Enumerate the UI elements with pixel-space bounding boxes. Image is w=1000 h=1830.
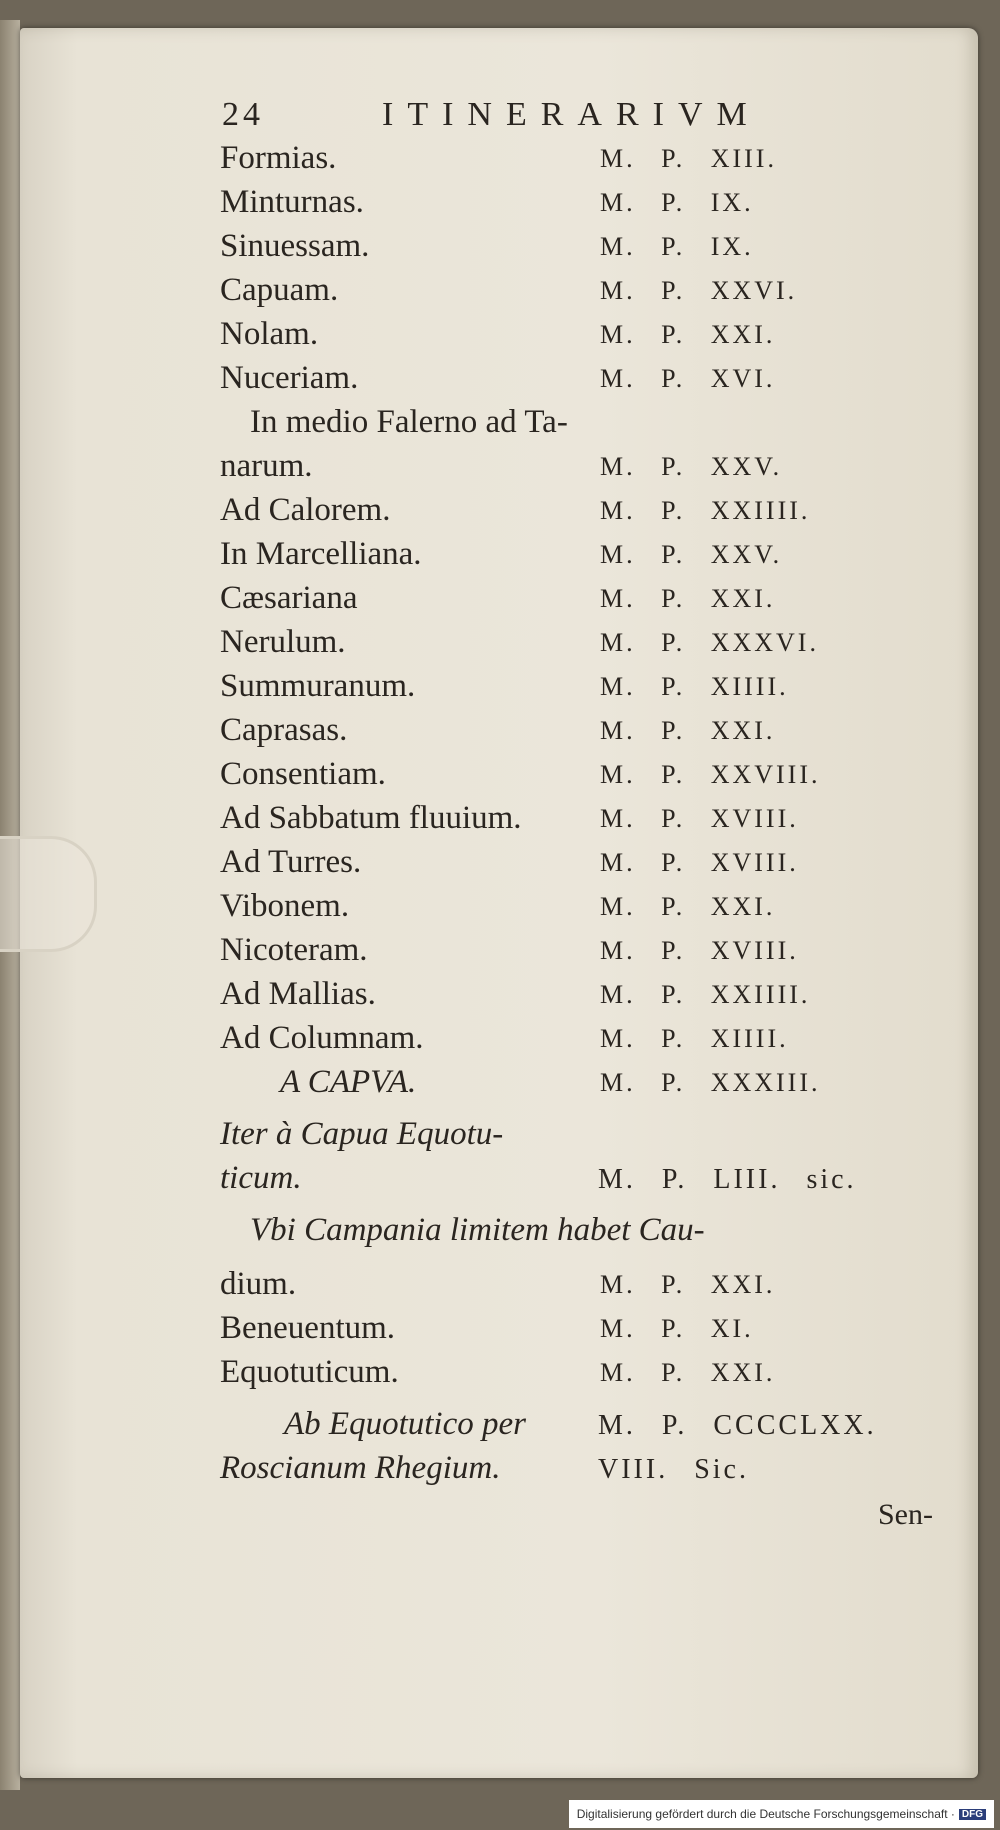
catchword: Sen- (878, 1498, 933, 1531)
distance: M. P. XXXVI. (600, 628, 819, 657)
list-item (0, 360, 1000, 404)
list-item (0, 1212, 1000, 1256)
distance: M. P. XXVI. (600, 276, 798, 305)
route-heading: ticum. (220, 1160, 302, 1196)
running-title: ITINERARIVM (382, 96, 761, 133)
list-item (0, 536, 1000, 580)
list-item (0, 1116, 1000, 1160)
route-heading: Ab Equotutico per (284, 1406, 526, 1442)
place-name: Summuranum. (220, 668, 416, 704)
distance: M. P. XXXIII. (600, 1068, 821, 1097)
section-heading: A CAPVA. (280, 1064, 417, 1100)
list-item (0, 140, 1000, 184)
distance: M. P. XVIII. (600, 848, 799, 877)
list-item (0, 272, 1000, 316)
list-item (0, 668, 1000, 712)
place-name: Ad Turres. (220, 844, 362, 880)
page-header (222, 96, 862, 140)
list-item (0, 404, 1000, 448)
digitization-credit (569, 1800, 994, 1828)
list-item (0, 448, 1000, 492)
distance: M. P. XIIII. (600, 672, 789, 701)
place-name: Ad Sabbatum fluuium. (220, 800, 522, 836)
distance: VIII. Sic. (598, 1454, 749, 1485)
list-item (0, 228, 1000, 272)
list-item (0, 1406, 1000, 1450)
distance: M. P. XIIII. (600, 1024, 789, 1053)
place-name: Nerulum. (220, 624, 346, 660)
list-item (0, 800, 1000, 844)
place-name: Cæsariana (220, 580, 358, 616)
distance: M. P. XXIIII. (600, 980, 811, 1009)
distance: M. P. XVI. (600, 364, 776, 393)
distance: M. P. LIII. sic. (598, 1164, 857, 1195)
place-name: Sinuessam. (220, 228, 370, 264)
place-name: Nuceriam. (220, 360, 359, 396)
list-item (0, 844, 1000, 888)
distance: M. P. XVIII. (600, 936, 799, 965)
list-item (0, 1020, 1000, 1064)
place-name: Beneuentum. (220, 1310, 396, 1346)
distance: M. P. XXI. (600, 892, 776, 921)
page-number: 24 (222, 96, 264, 133)
distance: M. P. XI. (600, 1314, 754, 1343)
distance: M. P. XXIIII. (600, 496, 811, 525)
credit-text: Digitalisierung gefördert durch die Deutsche Forschungsgemeinschaft · (576, 1807, 955, 1821)
place-name: Caprasas. (220, 712, 348, 748)
list-item (0, 1310, 1000, 1354)
distance: M. P. XXV. (600, 540, 783, 569)
list-item (0, 624, 1000, 668)
list-item (0, 1064, 1000, 1108)
route-note: Vbi Campania limitem habet Cau- (250, 1212, 705, 1248)
distance: M. P. XXI. (600, 716, 776, 745)
distance: M. P. XXVIII. (600, 760, 821, 789)
route-heading: Iter à Capua Equotu- (220, 1116, 504, 1152)
place-name: Nolam. (220, 316, 319, 352)
place-name: Consentiam. (220, 756, 386, 792)
distance: M. P. XXI. (600, 584, 776, 613)
distance: M. P. XXI. (600, 1270, 776, 1299)
distance: M. P. IX. (600, 188, 754, 217)
list-item (0, 888, 1000, 932)
list-item (0, 1450, 1000, 1494)
list-item (0, 184, 1000, 228)
list-item (0, 1160, 1000, 1204)
list-item (0, 1354, 1000, 1398)
distance: M. P. XVIII. (600, 804, 799, 833)
place-name: In medio Falerno ad Ta- (250, 404, 568, 440)
place-name: Minturnas. (220, 184, 364, 220)
place-name: Equotuticum. (220, 1354, 399, 1390)
list-item (0, 1266, 1000, 1310)
place-name: Ad Calorem. (220, 492, 391, 528)
distance: M. P. XXI. (600, 1358, 776, 1387)
place-name: Capuam. (220, 272, 339, 308)
distance: M. P. CCCCLXX. (598, 1410, 877, 1441)
list-item (0, 712, 1000, 756)
route-heading: Roscianum Rhegium. (220, 1450, 501, 1486)
list-item (0, 932, 1000, 976)
place-name: Formias. (220, 140, 337, 176)
place-name: In Marcelliana. (220, 536, 422, 572)
place-name: narum. (220, 448, 313, 484)
place-name: dium. (220, 1266, 297, 1302)
distance: M. P. XIII. (600, 144, 777, 173)
list-item (0, 580, 1000, 624)
place-name: Vibonem. (220, 888, 350, 924)
place-name: Ad Columnam. (220, 1020, 424, 1056)
place-name: Nicoteram. (220, 932, 368, 968)
list-item (0, 316, 1000, 360)
dfg-logo: DFG (959, 1809, 986, 1820)
list-item (0, 756, 1000, 800)
distance: M. P. IX. (600, 232, 754, 261)
distance: M. P. XXI. (600, 320, 776, 349)
place-name: Ad Mallias. (220, 976, 376, 1012)
list-item (0, 492, 1000, 536)
distance: M. P. XXV. (600, 452, 783, 481)
list-item (0, 976, 1000, 1020)
